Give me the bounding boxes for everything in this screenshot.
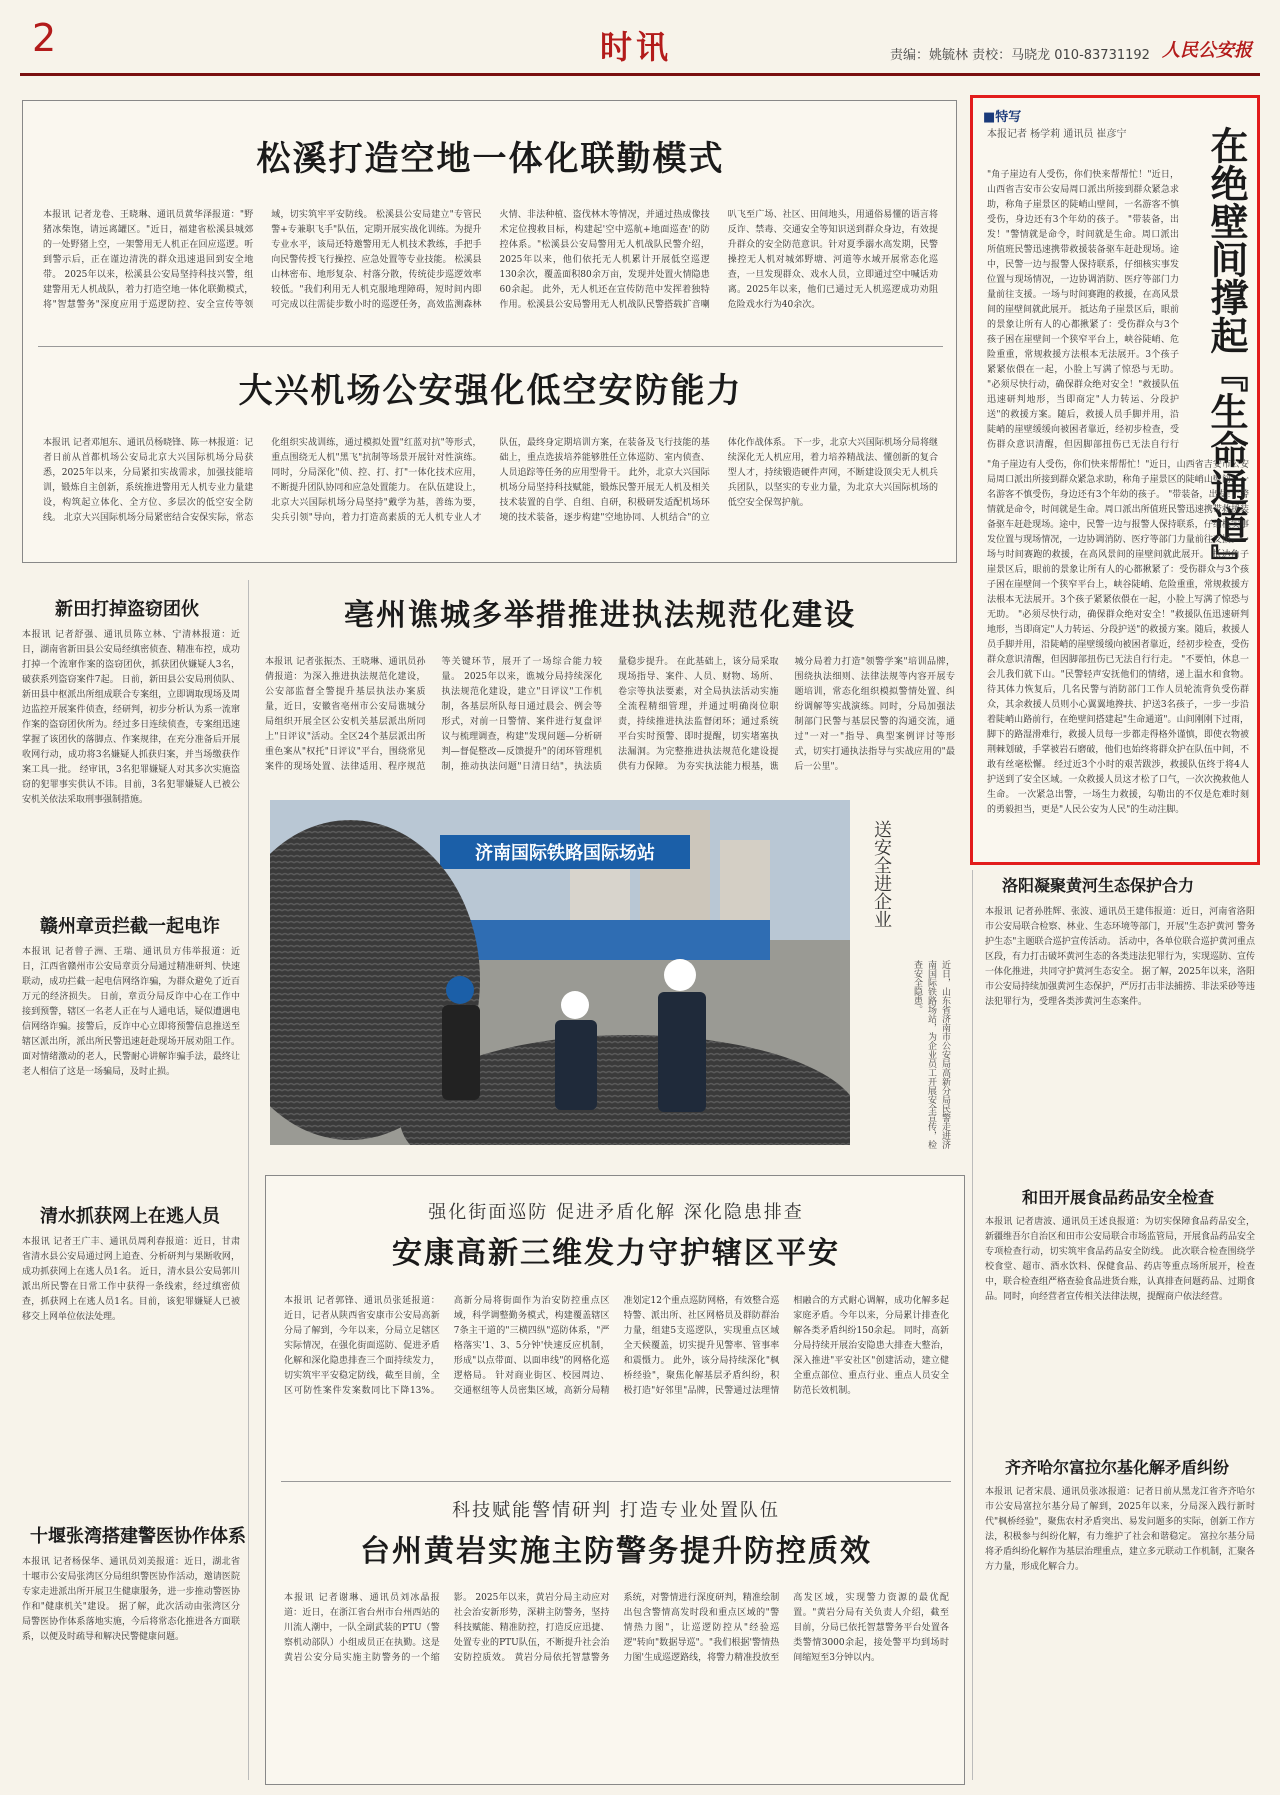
top-article-box [22, 100, 957, 563]
side-body-qiqihar: 本报讯 记者宋晨、通讯员张冰报道：记者日前从黑龙江省齐齐哈尔市公安局富拉尔基分局了解到，2025年以来，分局深入践行新时代"枫桥经验"，聚焦农村矛盾突出、易发问题多的实际，创新工作方法，积极参与纠纷化解，有力维护了社会和谐稳定。 富拉尔基分局将矛盾纠纷化解作为基层治理重点，建立多元联动工作机制，汇聚各方力量，形成化解合力。 [985, 1487, 1255, 1572]
newspaper-logo: 人民公安报 [1162, 40, 1252, 61]
article-kicker-taizhou: 科技赋能警情研判 打造专业处置队伍 [452, 1500, 780, 1521]
article-body-daxing: 本报讯 记者邓旭东、通讯员杨晓锋、陈一林报道：记者日前从首都机场公安局北京大兴国际机场分局获悉，2025年以来，分局紧扣实战需求，加强技能培训，锻炼自主创新，系统推进警用无人机专业力量建设，构筑起立体化、全方位、多层次的低空安全防线。 北京大兴国际机场分局紧密结合安保实际，常态化组织实战训练，通过模拟处置"红蓝对抗"等形式，重点围绕无人机"黑飞"抗制等场景开展针对性演练。同时，分局深化"侦、控、打、打"一体化技术应用，不断提升团队协同和应急处置能力。 在队伍建设上，北京大兴国际机场分局坚持"戴学为基，善练为要，尖兵引领"导向，着力打造高素质的无人机专业人才队伍，最终身定期培训方案，在装备及飞行技能的基础上，重点选拔培养能够胜任立体巡防、室内侦查、人员追踪等任务的应用型骨干。 此外，北京大兴国际机场分局坚持科技赋能，锻炼民警开展无人机及相关技术装置的自学、自组、自研，积极研发适配机场环境的技术装备，逐步构建"空地协同、人机结合"的立体化作战体系。 下一步，北京大兴国际机场分局将继续深化无人机应用，着力培养精战法、懂创新的复合型人才，持续锻造硬件声网，不断建设顶尖无人机兵兵团队，以坚实的专业力量，为北京大兴国际机场的低空安全保驾护航。 [43, 438, 938, 523]
section-title: 时讯 [600, 28, 673, 66]
editor-credits: 责编：姚毓林 责校：马晓龙 010-83731192 [890, 48, 1150, 63]
side-body-shiyan: 本报讯 记者杨保华、通讯员刘美报道：近日，湖北省十堰市公安局张湾区分局组织警医协作活动，邀请医院专家走进派出所开展卫生健康服务，进一步推动警医协作和"健康机关"建设。 据了解，此次活动由张湾区分局警医协作体系落地实施，今后将常态化推进各方面联系，以便及时疏导和解决民警健康问题。 [22, 1557, 240, 1642]
article-kicker-ankang: 强化街面巡防 促进矛盾化解 深化隐患排查 [428, 1202, 804, 1223]
article-body-bozhou: 本报讯 记者张振杰、王晓琳、通讯员孙倩报道：为深入推进执法规范化建设，公安部监督全警提升基层执法办案质量，近日，安徽省亳州市公安局谯城分局组织开展全区公安机关基层派出所同上"日评议"活动。全区24个基层派出所重色案从"权托"日评议"平台，围绕常见案件的现场处置、法律适用、程序规范等关键环节，展开了一场综合能力较量。 2025年以来，谯城分局持续深化执法规范化建设，建立"日评议"工作机制，各基层所队每日通过晨会、例会等形式，对前一日警情、案件进行复盘评议与梳理调查，构建"发现问题—分析研判—督促整改—反馈提升"的闭环管理机制，推动执法问题"日清日结"，执法质量稳步提升。 在此基础上，该分局采取现场指导、案件、人员、财物、场所、卷宗等执法要素，对全局执法活动实施全流程精细管理，并通过明确岗位职责，持续推进执法监督闭环；通过系统平台实时预警、即时提醒，切实堵塞执法漏洞。为完整推进执法规范化建设提供有力保障。 为夯实执法能力根基，谯城分局着力打造"领警学案"培训品牌，围绕执法细则、法律法规等内容开展专题培训，常态化组织模拟警情处置、纠纷调解等实战演练。同时，分局加强法制部门民警与基层民警的沟通交流，通过"一对一"指导、典型案例评讨等形式，切实打通执法指导与实战应用的"最后一公里"。 [265, 657, 955, 772]
news-photo [270, 800, 850, 1145]
article-headline-taizhou: 台州黄岩实施主防警务提升防控质效 [360, 1534, 872, 1569]
article-headline-daxing: 大兴机场公安强化低空安防能力 [238, 371, 743, 411]
article-headline-bozhou: 亳州谯城多举措推进执法规范化建设 [344, 598, 856, 633]
feature-article-box [970, 95, 1260, 865]
side-headline-xintian: 新田打掉盗窃团伙 [55, 599, 199, 620]
side-headline-shiyan: 十堰张湾搭建警医协作体系 [30, 1526, 246, 1547]
feature-body-top: "角子崖边有人受伤，你们快来帮帮忙！"近日，山西省吉安市公安局周口派出所接到群众紧急求助，称角子崖景区的陡峭山壁间，一名游客不慎受伤，身边还有3个年幼的孩子。 "带装备，出发！"警情就是命令，时间就是生命。周口派出所值班民警迅速携带救援装备驱车赶赴现场。途中，民警一边与报警人保持联系，仔细核实事发位置与现场情况，一边协调消防、医疗等部门力量前往支援。一场与时间赛跑的救援，在高风景间的崖壁间就此展开。 抵达角子崖景区后，眼前的景象让所有人的心都揪紧了：受伤群众与3个孩子困在崖壁间一个狭窄平台上，峡谷陡峭、危险重重，常规救援方法根本无法展开。3个孩子紧紧依偎在一起，小脸上写满了惊恐与无助。 "必须尽快行动，确保群众绝对安全！"救援队伍迅速研判地形，当即商定"人力转运、分段护送"的救援方案。随后，救援人员手脚并用，沿陡峭的崖壁缓缓向被困者靠近，经初步检查，受伤群众意识清醒，但因脚部扭伤已无法自行行 [987, 170, 1179, 450]
feature-tag: ■特写 [983, 110, 1022, 125]
side-body-qingshui: 本报讯 记者王广丰、通讯员周利春报道：近日，甘肃省清水县公安局通过网上追查、分析研判与果断收网，成功抓获网上在逃人员1名。 近日，清水县公安局郭川派出所民警在日常工作中获得一条线索，经过缜密侦查，抓获网上在逃人员1名。目前，该犯罪嫌疑人已被移交上网单位依法处理。 [22, 1237, 240, 1322]
side-body-ganzhou: 本报讯 记者曾子洲、王瑞、通讯员方伟举报道：近日，江西省赣州市公安局章贡分局通过精准研判、快速联动，成功拦截一起电信网络诈骗，为群众避免了近百万元的经济损失。 日前，章贡分局反诈中心在工作中接到预警，辖区一名老人正在与人通电话，疑似遭遇电信网络诈骗。接警后，反诈中心立即将预警信息推送至辖区派出所，派出所民警迅速赶赴现场开展劝阻工作。面对情绪激动的老人，民警耐心讲解诈骗手法，最终让老人相信了这是一场骗局，及时止损。 [22, 947, 240, 1077]
article-body-songxi: 本报讯 记者龙卷、王晓琳、通讯员黄华泽报道："野猪冰柴饱，请远离罐区。"近日，福建省松溪县城郊的一处野猪上空，一架警用无人机正在回应巡逻。听到警示后，正在谨边清洗的群众迅速退回到安全地带。 2025年以来，松溪县公安局坚持科技兴警，组建警用无人机战队，着力打造空地一体化联勤模式，将"智慧警务"深度应用于巡逻防控、安全宣传等领域，切实筑牢平安防线。 松溪县公安局建立"专管民警+专兼职飞手"队伍，定期开展实战化训练。为提升专业水平，该局还特邀警用无人机技术教练，手把手向民警传授飞行操控、应急处置等专业技能。 松溪县山林密布、地形复杂、村落分散，传统徒步巡逻效率较低。"我们利用无人机克服地理障碍，短时间内即可完成以往需徒步数小时的巡逻任务，高效监测森林火情、非法种植、盗伐林木等情况，并通过热成像技术定位搜救目标，构建起'空中巡航+地面巡查'的防控体系。"松溪县公安局警用无人机战队民警介绍，2025年以来，他们依托无人机累计开展低空巡逻130余次，覆盖面积80余万亩，发现并处置火情隐患60余起。 此外，无人机还在宣传防范中发挥着独特作用。松溪县公安局警用无人机战队民警搭载扩音喇叭飞至广场、社区、田间地头，用通俗易懂的语言将反诈、禁毒、交通安全等知识送到群众身边，有效提升群众的安全防范意识。针对夏季溺水高发期，民警操控无人机对城郊野塘、河道等水域开展常态化巡查，一旦发现群众、戏水人员，立即通过空中喊话劝离。2025年以来，他们已通过无人机巡逻成功劝阻危险戏水行为40余次。 [43, 210, 938, 310]
warehouse-photo-illustration [270, 800, 850, 1145]
photo-caption-title: 送安全进企业 [871, 820, 892, 928]
article-body-taizhou: 本报讯 记者谢琳、通讯员刘冰晶报道：近日，在浙江省台州市台州西站的川流人潮中，一队全副武装的PTU（警察机动部队）小组成员正在执勤。这是黄岩公安分局实施主防警务的一个缩影。 2025年以来，黄岩分局主动应对社会治安新形势，深耕主防警务，坚持科技赋能、精准防控，打造反应迅捷、处置专业的PTU队伍，不断提升社会治安防控质效。 黄岩分局依托智慧警务系统，对警情进行深度研判，精准绘制出包含警情高发时段和重点区域的"警情热力图"，让巡逻防控从"经验巡逻"转向"数据导巡"。"我们根据'警情热力图'生成巡逻路线，将警力精准投放至高发区域，实现警力资源的最优配置。"黄岩分局有关负责人介绍，截至目前，分局已依托智慧警务平台处置各类警情3000余起，接处警平均到场时间缩短至3分钟以内。 [284, 1593, 949, 1663]
side-body-xintian: 本报讯 记者舒强、通讯员陈立林、宁清林报道：近日，湖南省新田县公安局经缜密侦查、精准布控，成功打掉一个流窜作案的盗窃团伙，抓获团伙嫌疑人3名，破获系列盗窃案件7起。 日前，新田县公安局刑侦队、新田县中枢派出所组成联合专案组，立即调取现场及周边监控开展案件侦查，经研判，初步分析认为系一流窜作案的盗窃团伙所为。经过多日连续侦查，专案组迅速掌握了该团伙的落脚点、作案规律，在充分准备后开展收网行动，成功将3名嫌疑人抓获归案，并当场缴获作案工具一批。 经审讯，3名犯罪嫌疑人对其多次实施盗窃的犯罪事实供认不讳。目前，3名犯罪嫌疑人已被公安机关依法采取刑事强制措施。 [22, 630, 240, 805]
station-sign: 济南国际铁路国际场站 [475, 843, 655, 864]
side-body-hetian: 本报讯 记者唐波、通讯员王述良报道：为切实保障食品药品安全，新疆维吾尔自治区和田市公安局联合市场监管局，开展食品药品安全专项检查行动，切实筑牢食品药品安全防线。 此次联合检查围绕学校食堂、超市、酒水饮料、保健食品、药店等重点场所展开，检查中，联合检查组严格查验食品进货台账，认真排查问题药品、过期食品。同时，向经营者宣传相关法律法规，提醒商户依法经营。 [985, 1217, 1255, 1302]
article-headline-songxi: 松溪打造空地一体化联勤模式 [256, 139, 725, 179]
bottom-article-box [265, 1175, 965, 1785]
divider [281, 1481, 951, 1482]
feature-body-bottom: "角子崖边有人受伤，你们快来帮帮忙！"近日，山西省吉安市公安局周口派出所接到群众紧急求助，称角子崖景区的陡峭山壁间，一名游客不慎受伤，身边还有3个年幼的孩子。 "带装备，出发！"警情就是命令，时间就是生命。周口派出所值班民警迅速携带救援装备驱车赶赴现场。途中，民警一边与报警人保持联系，仔细核实事发位置与现场情况，一边协调消防、医疗等部门力量前往支援。一场与时间赛跑的救援，在高风景间的崖壁间就此展开。 抵达角子崖景区后，眼前的景象让所有人的心都揪紧了：受伤群众与3个孩子困在崖壁间一个狭窄平台上，峡谷陡峭、危险重重，常规救援方法根本无法展开。3个孩子紧紧依偎在一起，小脸上写满了惊恐与无助。 "必须尽快行动，确保群众绝对安全！"救援队伍迅速研判地形，当即商定"人力转运、分段护送"的救援方案。随后，救援人员手脚并用，沿陡峭的崖壁缓缓向被困者靠近，经初步检查，受伤群众意识清醒，但因脚部扭伤已无法自行行走。 "不要怕，休息一会儿我们就下山。"民警轻声安抚他们的情绪，递上温水和食物。待其体力恢复后，几名民警与消防部门工作人员轮流背负受伤群众，其余救援人员则小心翼翼地搀扶、护送3名孩子，一步一步沿着陡峭山路前行，在绝壁间搭建起"生命通道"。山间刚刚下过雨，脚下的路湿滑难行，救援人员每一步都走得格外谨慎，即使衣物被荆棘划破，手掌被岩石磨破，他们也始终将群众护在队伍中间，不敢有丝毫松懈。 经过近3个小时的艰苦跋涉，救援队伍终于将4人护送到了安全区域。一众救援人员这才松了口气，一次次挽救他人生命。 一次紧急出警，一场生力救援，勾勒出的不仅是危难时刻的勇毅担当，更是"人民公安为人民"的生动注脚。 [987, 460, 1249, 815]
side-headline-qiqihar: 齐齐哈尔富拉尔基化解矛盾纠纷 [1005, 1458, 1230, 1477]
masthead [20, 14, 1260, 76]
divider [38, 346, 943, 347]
side-headline-ganzhou: 赣州章贡拦截一起电诈 [40, 916, 220, 937]
feature-byline: 本报记者 杨学莉 通讯员 崔彦宁 [987, 129, 1127, 140]
feature-headline: 在绝壁间撑起『生命通道』 [1204, 126, 1249, 582]
column-divider [972, 870, 973, 1780]
side-body-luoyang: 本报讯 记者孙胜辉、张波、通讯员王建伟报道：近日，河南省洛阳市公安局联合检察、林业、生态环境等部门，开展"生态护黄河 警务护生态"主题联合巡护宣传活动。 活动中，各单位联合巡护黄河重点区段，有力打击破坏黄河生态的各类违法犯罪行为，实现巡防、宣传一体化推进，共同守护黄河生态安全。 据了解，2025年以来，洛阳市公安局持续加强黄河生态保护，严厉打击非法捕捞、非法采砂等违法犯罪行为，受理各类涉黄河生态案件。 [985, 907, 1255, 1007]
column-divider [248, 580, 249, 1780]
side-headline-hetian: 和田开展食品药品安全检查 [1022, 1188, 1215, 1207]
article-body-ankang: 本报讯 记者郭锋、通讯员张延报道：近日，记者从陕西省安康市公安局高新分局了解到，今年以来，分局立足辖区实际情况，在强化街面巡防、促进矛盾化解和深化隐患排查三个面持续发力，切实筑牢平安稳定防线，截至目前，全区可防性案件发案数同比下降13%。 高新分局将街面作为治安防控重点区域，科学调整勤务模式，构建覆盖辖区7条主干道的"三横四纵"巡防体系，"严格落实'1、3、5分钟'快速反应机制，形成"以点带面、以面串线"的网格化巡逻格局。 针对商业街区、校园周边、交通枢纽等人员密集区域，高新分局精准划定12个重点巡防网格，有效整合巡特警、派出所、社区网格员及群防群治力量，组建5支巡逻队，实现重点区域全天候覆盖，切实提升见警率、管事率和震慑力。 此外，该分局持续深化"枫桥经验"，聚焦化解基层矛盾纠纷，积极打造"好邻里"品牌，民警通过法理情相融合的方式耐心调解，成功化解多起家庭矛盾。今年以来，分局累计排查化解各类矛盾纠纷150余起。 同时，高新分局持续开展治安隐患大排查大整治，深入推进"平安社区"创建活动，建立健全重点部位、重点行业、重点人员安全防范长效机制。 [284, 1296, 949, 1396]
article-headline-ankang: 安康高新三维发力守护辖区平安 [392, 1236, 840, 1271]
side-headline-luoyang: 洛阳凝聚黄河生态保护合力 [1002, 876, 1195, 895]
photo-caption-body: 近日，山东省济南市公安局高新分局民警走进济南国际铁路场站，为企业员工开展安全宣传，检查安全隐患。 [912, 960, 950, 1149]
side-headline-qingshui: 清水抓获网上在逃人员 [40, 1206, 220, 1227]
page-number: 2 [32, 16, 57, 60]
